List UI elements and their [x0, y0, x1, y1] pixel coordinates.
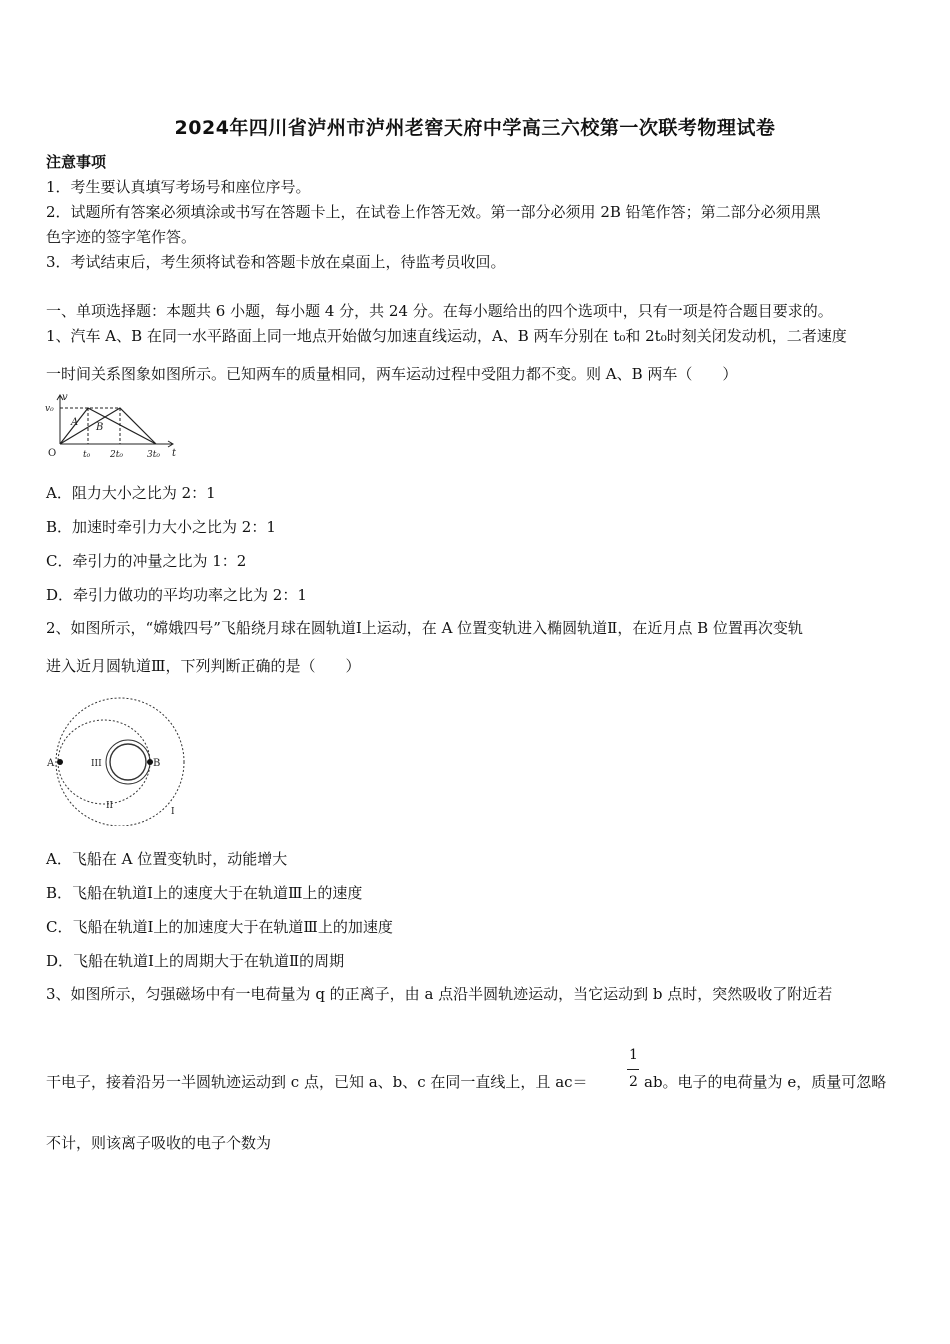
- q3-text-line2-end: ab。电子的电荷量为 e，质量可忽略: [644, 1073, 887, 1091]
- fraction-bar: [627, 1069, 639, 1070]
- 2t0-label: 2t₀: [110, 450, 123, 460]
- q3-text-line2-start: 干电子，接着沿另一半圆轨迹运动到 c 点，已知 a、b、c 在同一直线上，且 ac＝: [46, 1073, 588, 1091]
- notice-heading: 注意事项: [46, 153, 107, 171]
- q1-text-line1: 1、汽车 A、B 在同一水平路面上同一地点开始做匀加速直线运动，A、B 两车分别在 t₀和 2t₀时刻关闭发动机，二者速度: [46, 327, 847, 345]
- orbit-1: [56, 698, 184, 826]
- q2-option-b: B．飞船在轨道Ⅰ上的速度大于在轨道Ⅲ上的速度: [46, 884, 363, 902]
- q3-text-line1: 3、如图所示，匀强磁场中有一电荷量为 q 的正离子，由 a 点沿半圆轨迹运动，当它运动到 b 点时，突然吸收了附近若: [46, 985, 833, 1003]
- q1-option-c: C．牵引力的冲量之比为 1：2: [46, 552, 247, 570]
- q2-option-a: A．飞船在 A 位置变轨时，动能增大: [46, 850, 288, 868]
- fraction-numerator: 1: [629, 1047, 638, 1063]
- q3-text-line3: 不计，则该离子吸收的电子个数为: [46, 1134, 272, 1152]
- point-a-label: A: [47, 758, 55, 769]
- origin-label: O: [48, 448, 57, 459]
- q2-text-line1: 2、如图所示，“嫦娥四号”飞船绕月球在圆轨道Ⅰ上运动，在 A 位置变轨进入椭圆轨道Ⅱ，在近月点 B 位置再次变轨: [46, 619, 803, 637]
- q2-option-d: D．飞船在轨道Ⅰ上的周期大于在轨道Ⅱ的周期: [46, 952, 345, 970]
- notice-item-2: 2．试题所有答案必须填涂或书写在答题卡上，在试卷上作答无效。第一部分必须用 2B 铅笔作答；第二部分必须用黑: [46, 203, 821, 221]
- notice-item-3: 3．考试结束后，考生须将试卷和答题卡放在桌面上，待监考员收回。: [46, 253, 506, 271]
- notice-item-2-cont: 色字迹的签字笔作答。: [46, 228, 197, 246]
- q2-text-line2: 进入近月圆轨道Ⅲ，下列判断正确的是（ ）: [46, 657, 361, 675]
- v0-label: v₀: [45, 404, 54, 414]
- line-a-label: A: [71, 417, 79, 428]
- line-b-label: B: [96, 422, 104, 433]
- orbit-1-label: I: [171, 807, 175, 817]
- x-axis-label: t: [172, 448, 177, 459]
- orbit-2-label: II: [106, 801, 114, 811]
- q2-option-c: C．飞船在轨道Ⅰ上的加速度大于在轨道Ⅲ上的加速度: [46, 918, 393, 936]
- moon: [110, 744, 146, 780]
- orbit-3-label: III: [91, 759, 102, 769]
- q1-option-a: A．阻力大小之比为 2：1: [46, 484, 216, 502]
- fraction-denominator: 2: [629, 1074, 638, 1090]
- page-title: 2024年四川省泸州市泸州老窖天府中学高三六校第一次联考物理试卷: [174, 117, 776, 139]
- 3t0-label: 3t₀: [147, 450, 160, 460]
- y-axis-label: v: [62, 392, 68, 403]
- q1-option-d: D．牵引力做功的平均功率之比为 2：1: [46, 586, 307, 604]
- point-a-marker: [57, 759, 63, 765]
- point-b-label: B: [153, 758, 161, 769]
- section-heading: 一、单项选择题：本题共 6 小题，每小题 4 分，共 24 分。在每小题给出的四个选项中，只有一项是符合题目要求的。: [46, 302, 833, 320]
- q1-velocity-time-graph: [44, 392, 180, 460]
- q1-text-line2: 一时间关系图象如图所示。已知两车的质量相同，两车运动过程中受阻力都不变。则 A、B 两车（ ）: [46, 365, 738, 383]
- notice-item-1: 1．考生要认真填写考场号和座位序号。: [46, 178, 311, 196]
- orbit-3: [106, 740, 150, 784]
- orbit-2: [58, 720, 150, 804]
- q2-orbit-diagram: [44, 694, 196, 826]
- t0-label: t₀: [83, 450, 91, 460]
- q1-option-b: B．加速时牵引力大小之比为 2：1: [46, 518, 276, 536]
